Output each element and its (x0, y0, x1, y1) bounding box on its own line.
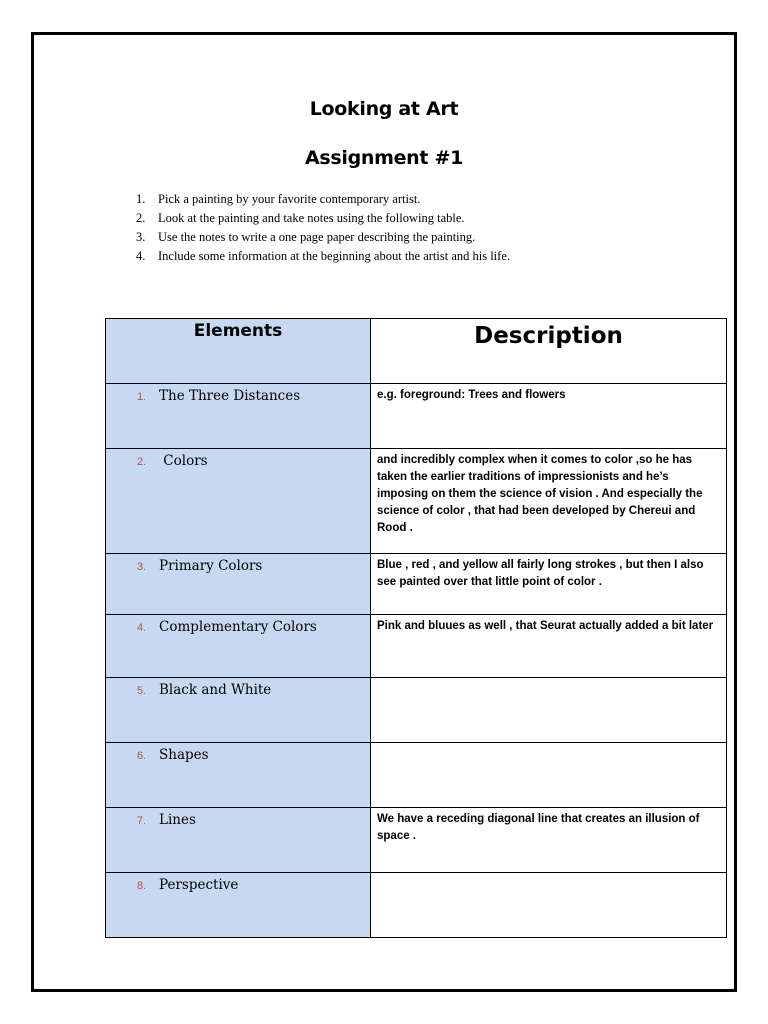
instruction-text: Include some information at the beginning about the artist and his life. (158, 249, 510, 263)
document-title: Looking at Art (309, 98, 459, 120)
instruction-item (130, 209, 510, 228)
element-cell (106, 873, 371, 938)
element-cell (106, 678, 371, 743)
element-cell (106, 743, 371, 808)
element-cell (106, 615, 371, 678)
table-row (106, 808, 727, 873)
element-cell (106, 554, 371, 615)
instruction-item (130, 228, 510, 247)
element-label: Complementary Colors (159, 619, 317, 635)
element-label: Perspective (159, 877, 239, 893)
table-row (106, 873, 727, 938)
description-cell (371, 678, 727, 743)
instruction-text: Look at the painting and take notes using the following table. (158, 211, 465, 225)
element-label: Shapes (159, 747, 209, 763)
row-number: 2. (137, 456, 147, 468)
table-row (106, 615, 727, 678)
element-label: Primary Colors (159, 558, 263, 574)
description-cell: and incredibly complex when it comes to color ,so he has taken the earlier traditions of impressionists and he’s imposing on them the science of vision . And especially the science of color , that had been developed by Chereui and Rood . (371, 449, 727, 554)
row-number: 8. (137, 880, 147, 892)
instruction-item (130, 247, 510, 266)
table-row (106, 743, 727, 808)
description-header: Description (371, 319, 727, 384)
description-cell: Blue , red , and yellow all fairly long strokes , but then I also see painted over that little point of color . (371, 554, 727, 615)
row-number: 6. (137, 750, 147, 762)
description-cell: e.g. foreground: Trees and flowers (371, 384, 727, 449)
instruction-text: Use the notes to write a one page paper describing the painting. (158, 230, 476, 244)
table-header-row (106, 319, 727, 384)
instruction-number: 1. (136, 192, 146, 206)
element-label: Lines (159, 812, 196, 828)
instruction-number: 4. (136, 249, 146, 263)
art-notes-table (105, 318, 727, 938)
table-row (106, 384, 727, 449)
instruction-item (130, 190, 510, 209)
row-number: 5. (137, 685, 147, 697)
elements-header: Elements (106, 319, 371, 384)
instruction-number: 2. (136, 211, 146, 225)
element-label: Black and White (159, 682, 272, 698)
element-label: Colors (159, 453, 208, 469)
table-row (106, 449, 727, 554)
element-label: The Three Distances (159, 388, 301, 404)
description-cell: Pink and bluues as well , that Seurat actually added a bit later (371, 615, 727, 678)
instructions-list (130, 190, 510, 266)
element-cell (106, 384, 371, 449)
instruction-number: 3. (136, 230, 146, 244)
assignment-subtitle: Assignment #1 (304, 147, 464, 169)
description-cell (371, 743, 727, 808)
table-row (106, 554, 727, 615)
row-number: 3. (137, 561, 147, 573)
description-cell: We have a receding diagonal line that creates an illusion of space . (371, 808, 727, 873)
row-number: 4. (137, 622, 147, 634)
instruction-text: Pick a painting by your favorite contemporary artist. (158, 192, 421, 206)
row-number: 1. (137, 391, 147, 403)
element-cell (106, 449, 371, 554)
row-number: 7. (137, 815, 147, 827)
description-cell (371, 873, 727, 938)
table-row (106, 678, 727, 743)
element-cell (106, 808, 371, 873)
